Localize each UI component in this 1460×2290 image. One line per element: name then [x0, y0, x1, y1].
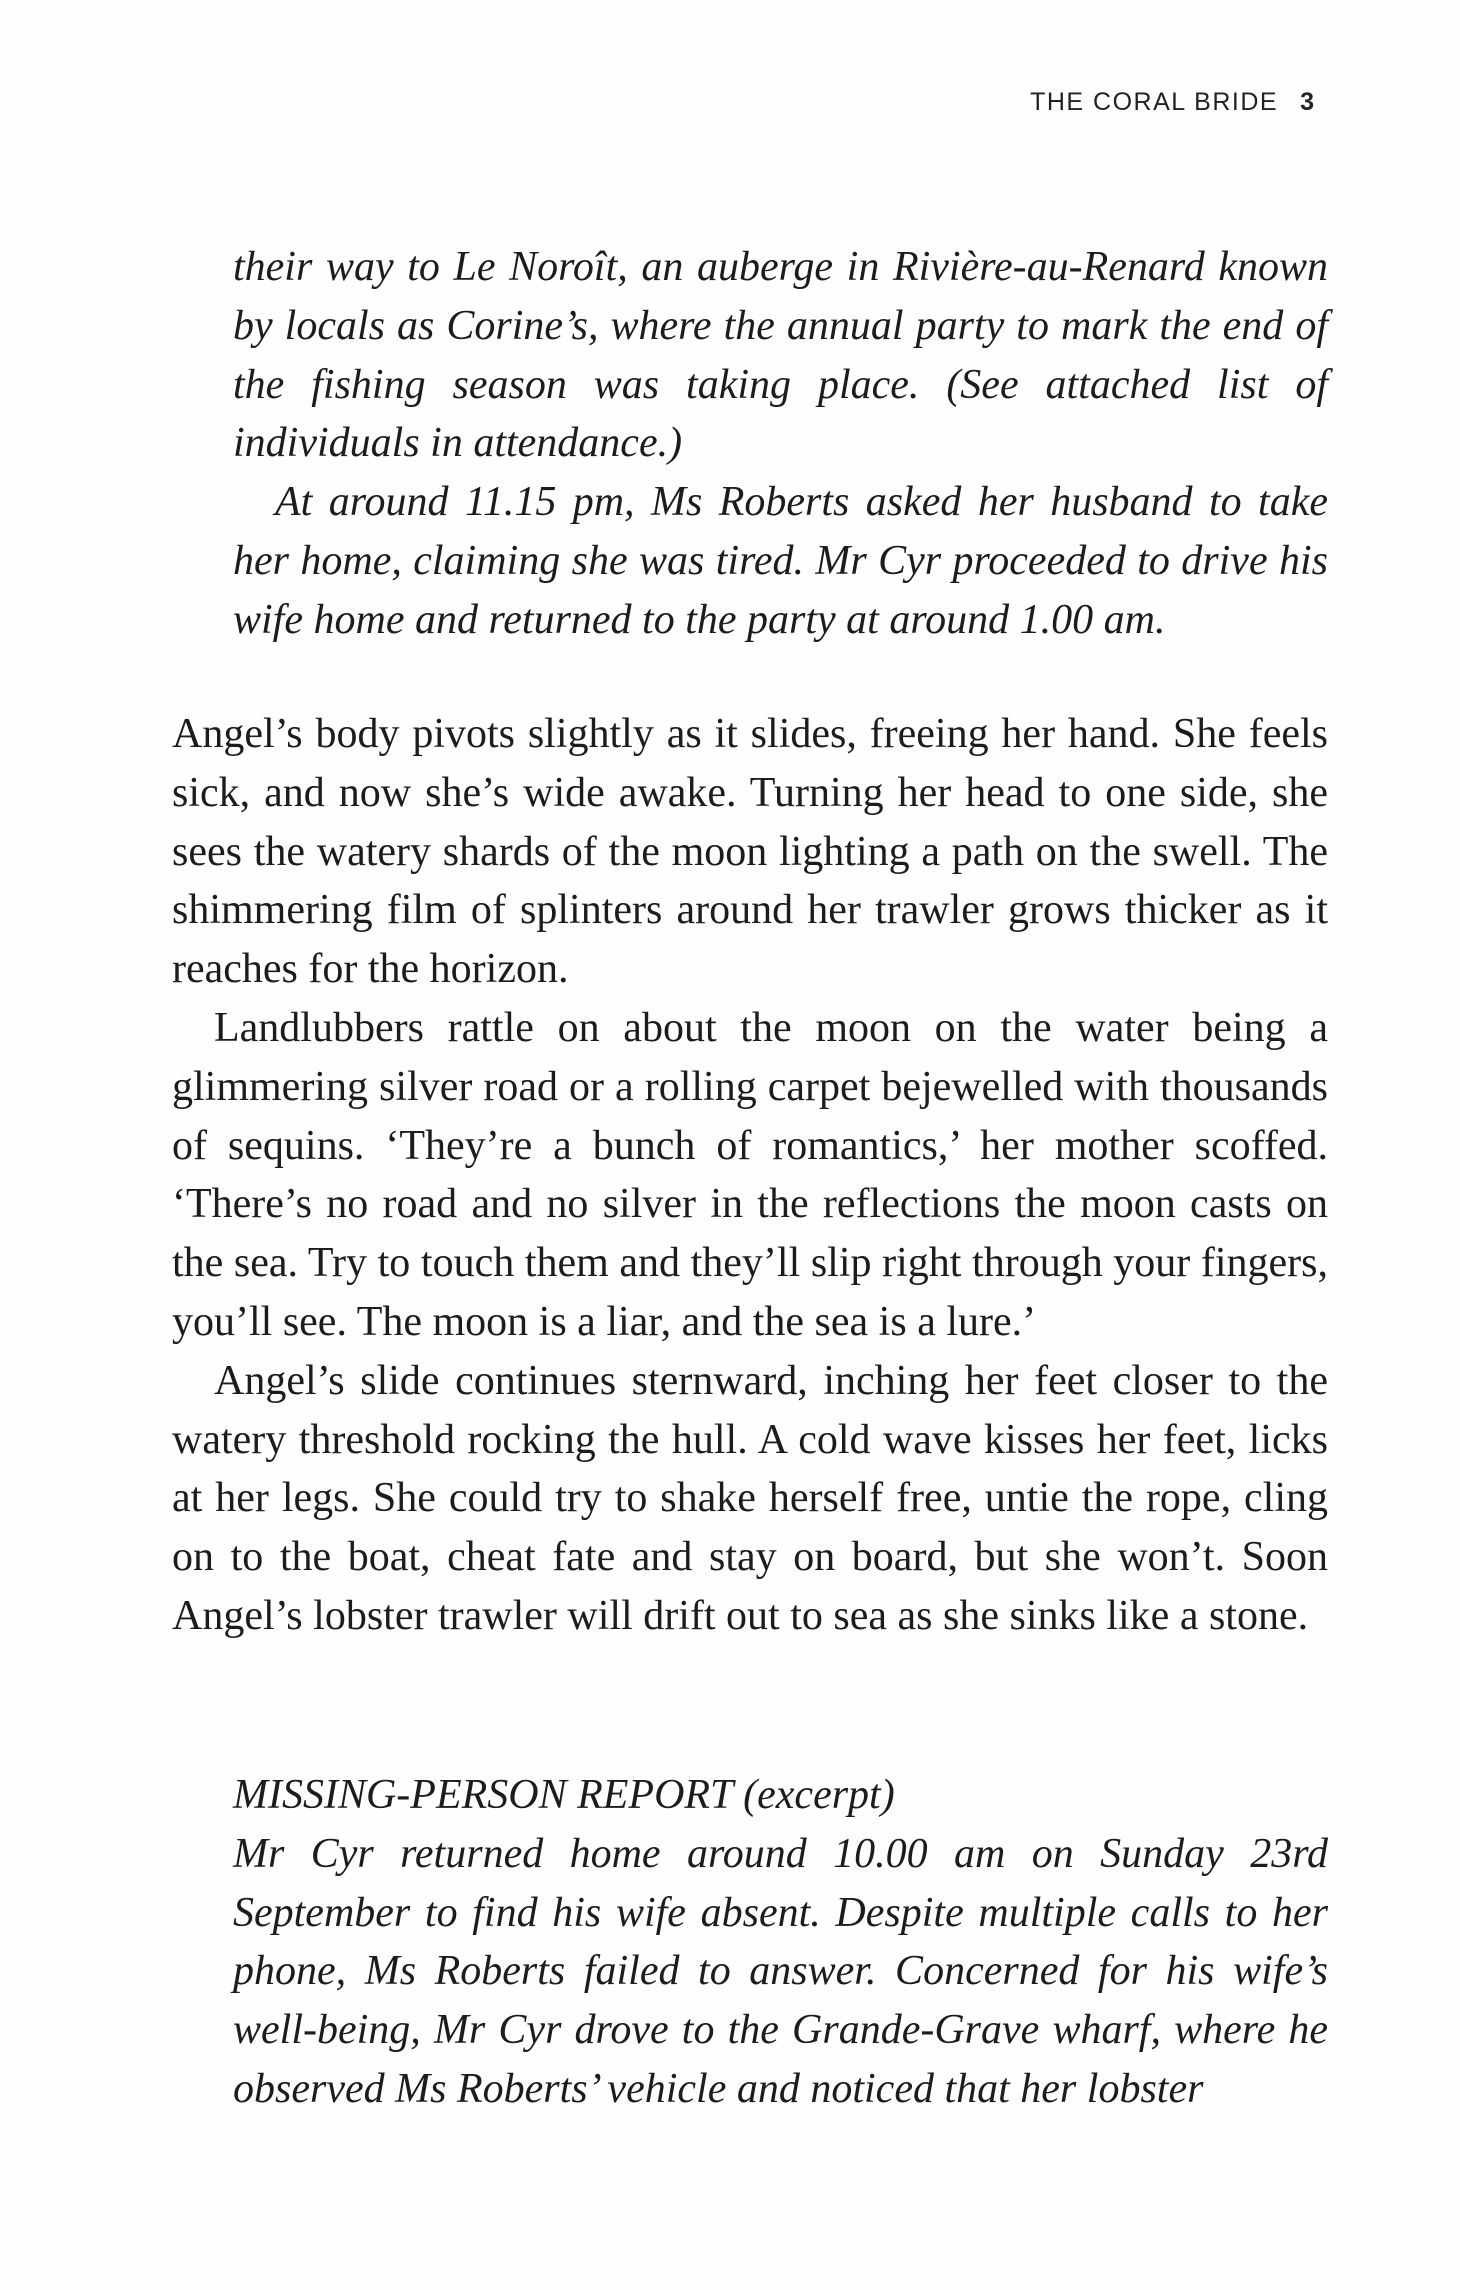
report-excerpt-2: [233, 1766, 1328, 2119]
report-paragraph: Mr Cyr returned home around 10.00 am on Sunday 23rd September to find his wife absent. Despite multiple calls to her phone, Ms Roberts failed to answer. Concerned for his wife’s well-being, Mr Cyr drove to the Grande-Grave wharf, where he observed Ms Roberts’ vehicle and noticed that her lobster: [233, 1830, 1328, 2112]
report-excerpt-1: [233, 238, 1328, 650]
book-title: THE CORAL BRIDE: [1030, 88, 1279, 116]
narrative-paragraph: Angel’s slide continues sternward, inching her feet closer to the watery threshold rocking the hull. A cold wave kisses her feet, licks at her legs. She could try to shake herself free, untie the rope, cling on to the boat, cheat fate and stay on board, but she won’t. Soon Angel’s lobster trawler will drift out to sea as she sinks like a stone.: [172, 1357, 1328, 1639]
running-header: [1030, 88, 1314, 117]
report-paragraph: At around 11.15 pm, Ms Roberts asked her husband to take her home, claiming she was tired. Mr Cyr proceeded to drive his wife home and returned to the party at around 1.00 am.: [233, 479, 1328, 643]
narrative-section: [172, 705, 1328, 1646]
narrative-paragraph: Landlubbers rattle on about the moon on the water being a glimmering silver road or a rolling carpet bejewelled with thousands of sequins. ‘They’re a bunch of romantics,’ her mother scoffed. ‘There’s no road and no silver in the reflections the moon casts on the sea. Try to touch them and they’ll slip right through your fingers, you’ll see. The moon is a liar, and the sea is a lure.’: [172, 1004, 1328, 1345]
page-number: 3: [1300, 88, 1314, 116]
narrative-paragraph: Angel’s body pivots slightly as it slides, freeing her hand. She feels sick, and now she’s wide awake. Turning her head to one side, she sees the watery shards of the moon lighting a path on the swell. The shimmering film of splinters around her trawler grows thicker as it reaches for the horizon.: [172, 711, 1328, 993]
report-title: MISSING-PERSON REPORT (excerpt): [233, 1772, 895, 1818]
report-paragraph: their way to Le Noroît, an auberge in Rivière-au-Renard known by locals as Corine’s, where the annual party to mark the end of the fishing season was taking place. (See attached list of individuals in attendance.): [233, 244, 1328, 467]
